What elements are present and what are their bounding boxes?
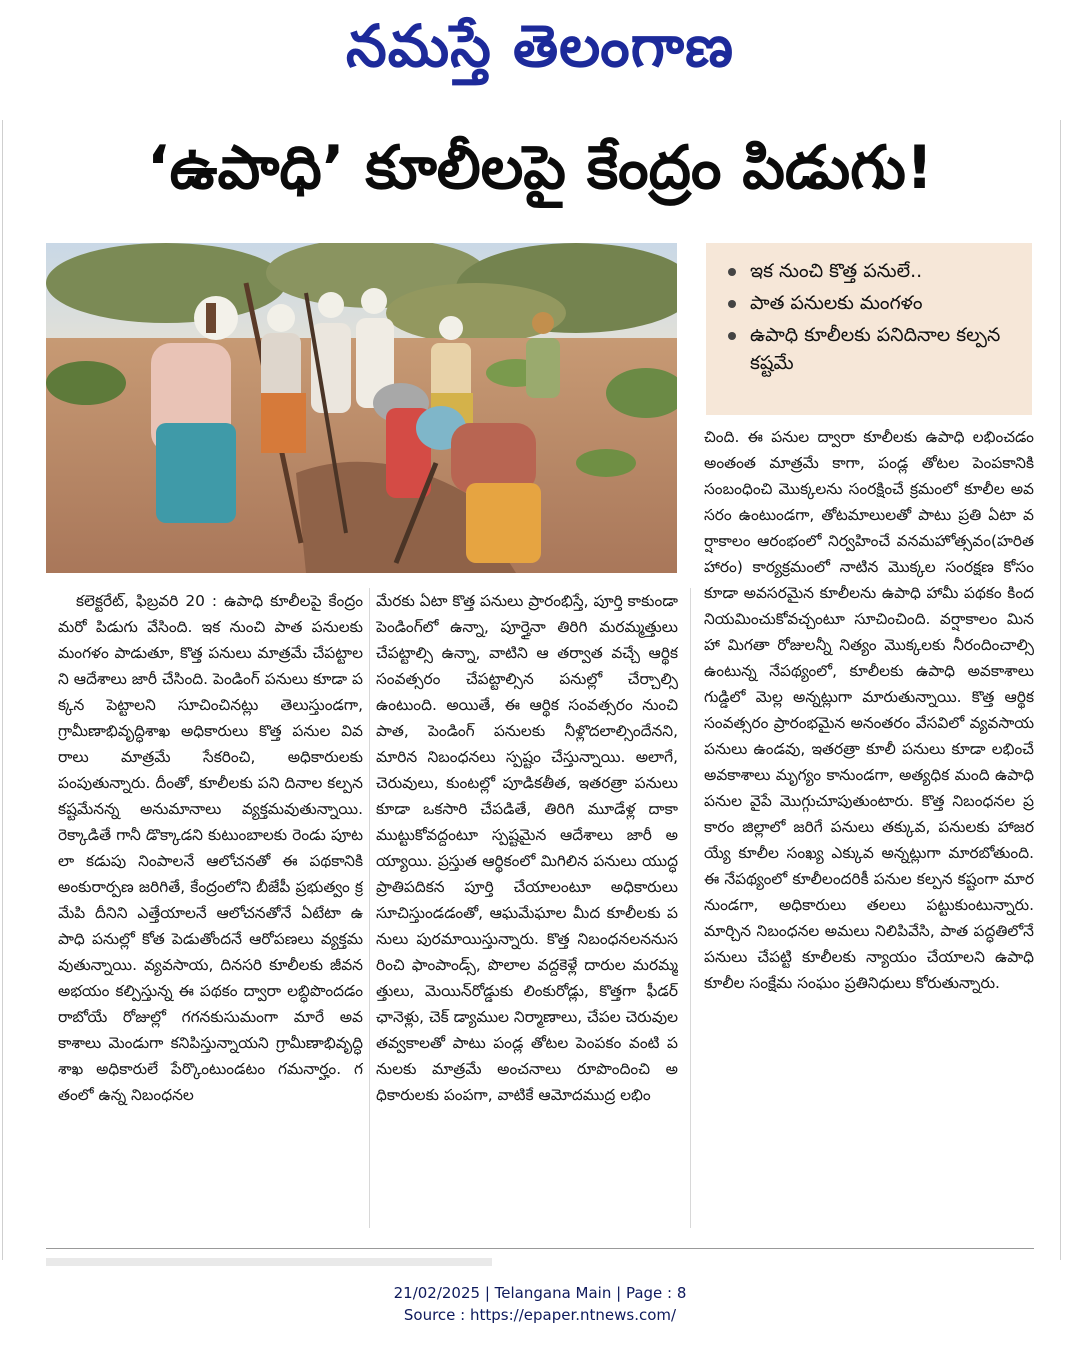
- frame-rule-left: [2, 120, 3, 1260]
- bullet-icon: [728, 300, 736, 308]
- highlight-item: [724, 321, 1022, 377]
- page-footer: [0, 1282, 1080, 1326]
- article-column-1: [58, 588, 363, 1242]
- bullet-icon: [728, 268, 736, 276]
- highlight-text: ఉపాధి కూలీలకు పనిదినాల కల్పన కష్టమే: [750, 324, 1001, 374]
- column-divider: [369, 588, 370, 1228]
- column-2-text: మేరకు ఏటా కొత్త పనులు ప్రారంభిస్తే, పూర్తి కాకుండా పెండింగ్‌లో ఉన్నా, పూర్తైనా తిరిగి మరమ్మత్తులు చేపట్టాల్సి ఉన్నా, వాటిని ఆ తర్వాత వచ్చే ఆర్థిక సంవత్సరం చేపట్టాల్సిన పనుల్లో చేర్చాల్సి ఉంటుంది. అయితే, ఈ ఆర్థిక సంవత్సరం నుంచి పాత, పెండింగ్ పనులకు నీళ్లొదలాల్సిందేనని, మారిన నిబంధనలు స్పష్టం చేస్తున్నాయి. అలాగే, చెరువులు, కుంటల్లో పూడికతీత, ఇతరత్రా పనులు కూడా ఒకసారి చేపడితే, తిరిగి మూడేళ్ల దాకా ముట్టుకోవద్దంటూ స్పష్టమైన ఆదేశాలు జారీ అయ్యాయి. ప్రస్తుత ఆర్థికంలో మిగిలిన పనులు యుద్ధప్రాతిపదికన పూర్తి చేయాలంటూ అధికారులు సూచిస్తుండడంతో, ఆఘమేఘాల మీద కూలీలకు పనులు పురమాయిస్తున్నారు. కొత్త నిబంధనలననుసరించి ఫాంపాండ్స్, పొలాల వద్దకెళ్లే దారుల మరమ్మత్తులు, మెయిన్‌రోడ్డుకు లింకురోడ్లు, కొత్తగా ఫీడర్ ఛానెళ్లు, చెక్ డ్యాముల నిర్మాణాలు, చేపల చెరువుల తవ్వకాలతో పాటు పండ్ల తోటల పెంపకం వంటి పనులకు మాత్రమే అంచనాలు రూపొందించి అధికారులకు పంపగా, వాటికే ఆమోదముద్ర లభిం: [376, 592, 678, 1104]
- highlight-text: ఇక నుంచి కొత్త పనులే..: [750, 260, 923, 282]
- highlights-box: [706, 243, 1032, 415]
- bottom-rule: [46, 1248, 1034, 1249]
- article-photo: [46, 243, 677, 573]
- bottom-strip: [46, 1258, 492, 1266]
- article-column-3: [704, 424, 1034, 1242]
- column-3-text: చింది. ఈ పనుల ద్వారా కూలీలకు ఉపాధి లభించడం అంతంత మాత్రమే కాగా, పండ్ల తోటల పెంపకానికి సంబంధించి మొక్కలను సంరక్షించే క్రమంలో కూలీల అవసరం ఉంటుండగా, తోటమాలులతో పాటు ప్రతి ఏటా వర్షాకాలం ఆరంభంలో నిర్వహించే వనమహోత్సవం(హరితహారం) కార్యక్రమంలో నాటిన మొక్కల సంరక్షణ కోసం కూడా అవసరమైన కూలీలను ఉపాధి హామీ పథకం కింద నియమించుకోవచ్చంటూ సూచించింది. వర్షాకాలం మినహా మిగతా రోజులన్నీ నిత్యం మొక్కలకు నీరందించాల్సి ఉంటున్న నేపథ్యంలో, కూలీలకు ఉపాధి అవకాశాలు గుడ్డిలో మెల్ల అన్నట్లుగా మారుతున్నాయి. కొత్త ఆర్థిక సంవత్సరం ప్రారంభమైన అనంతరం వేసవిలో వ్యవసాయ పనులు ఉండవు, ఇతరత్రా కూలీ పనులు కూడా లభించే అవకాశాలు మృగ్యం కానుండగా, అత్యధిక మంది ఉపాధి పనుల వైపే మొగ్గుచూపుతుంటారు. కొత్త నిబంధనల ప్రకారం జిల్లాలో జరిగే పనులు తక్కువ, పనులకు హాజరయ్యే కూలీల సంఖ్య ఎక్కువ అన్నట్లుగా మారబోతుంది. ఈ నేపథ్యంలో కూలీలందరికీ పనుల కల్పన కష్టంగా మారనుండగా, అధికారులు తలలు పట్టుకుంటున్నారు. మార్చిన నిబంధనల అమలు నిలిపివేసి, పాత పద్ధతిలోనే పనులు చేపట్టి కూలీలకు న్యాయం చేయాలని ఉపాధి కూలీల సంక్షేమ సంఘం ప్రతినిధులు కోరుతున్నారు.: [704, 428, 1034, 992]
- footer-source-link[interactable]: Source : https://epaper.ntnews.com/: [403, 1306, 677, 1324]
- frame-rule-right: [1060, 120, 1061, 1260]
- highlight-item: [724, 289, 1022, 317]
- masthead-logo: నమస్తే తెలంగాణ: [346, 12, 734, 80]
- article-headline: ‘ఉపాధి’ కూలీలపై కేంద్రం పిడుగు!: [146, 133, 934, 203]
- highlight-text: పాత పనులకు మంగళం: [750, 292, 923, 314]
- article-column-2: [376, 588, 678, 1242]
- column-divider: [690, 588, 691, 1228]
- highlight-item: [724, 257, 1022, 285]
- column-1-text: కలెక్టరేట్, ఫిబ్రవరి 20 : ఉపాధి కూలీలపై కేంద్రం మరో పిడుగు వేసింది. ఇక నుంచి పాత పనులకు మంగళం పాడుతూ, కొత్త పనులు మాత్రమే చేపట్టాలని ఆదేశాలు జారీ చేసింది. పెండింగ్ పనులు కూడా పక్కన పెట్టాలని సూచించినట్లు తెలుస్తుండగా, గ్రామీణాభివృద్ధిశాఖ అధికారులు కొత్త పనుల వివరాలు మాత్రమే సేకరించి, అధికారులకు పంపుతున్నారు. దీంతో, కూలీలకు పని దినాల కల్పన కష్టమేనన్న అనుమానాలు వ్యక్తమవుతున్నాయి. రెక్కాడితే గానీ డొక్కాడని కుటుంబాలకు రెండు పూటలా కడుపు నింపాలనే ఆలోచనతో ఈ పథకానికి అంకురార్పణ జరిగితే, కేంద్రంలోని బీజేపీ ప్రభుత్వం క్రమేపి దీనిని ఎత్తేయాలనే ఆలోచనతోనే ఏటేటా ఉపాధి పనుల్లో కోత పెడుతోందనే ఆరోపణలు వ్యక్తమవుతున్నాయి. వ్యవసాయ, దినసరి కూలీలకు జీవన అభయం కల్పిస్తున్న ఈ పథకం ద్వారా లబ్ధిపొందడం రాబోయే రోజుల్లో గగనకుసుమంగా మారే అవకాశాలు మెండుగా కనిపిస్తున్నాయని గ్రామీణాభివృద్ధి శాఖ అధికారులే పేర్కొంటుండటం గమనార్హం. గతంలో ఉన్న నిబంధనల: [58, 592, 363, 1104]
- workers-photo-illustration: [46, 243, 677, 573]
- bullet-icon: [728, 332, 736, 340]
- footer-date-edition: 21/02/2025 | Telangana Main | Page : 8: [393, 1284, 687, 1302]
